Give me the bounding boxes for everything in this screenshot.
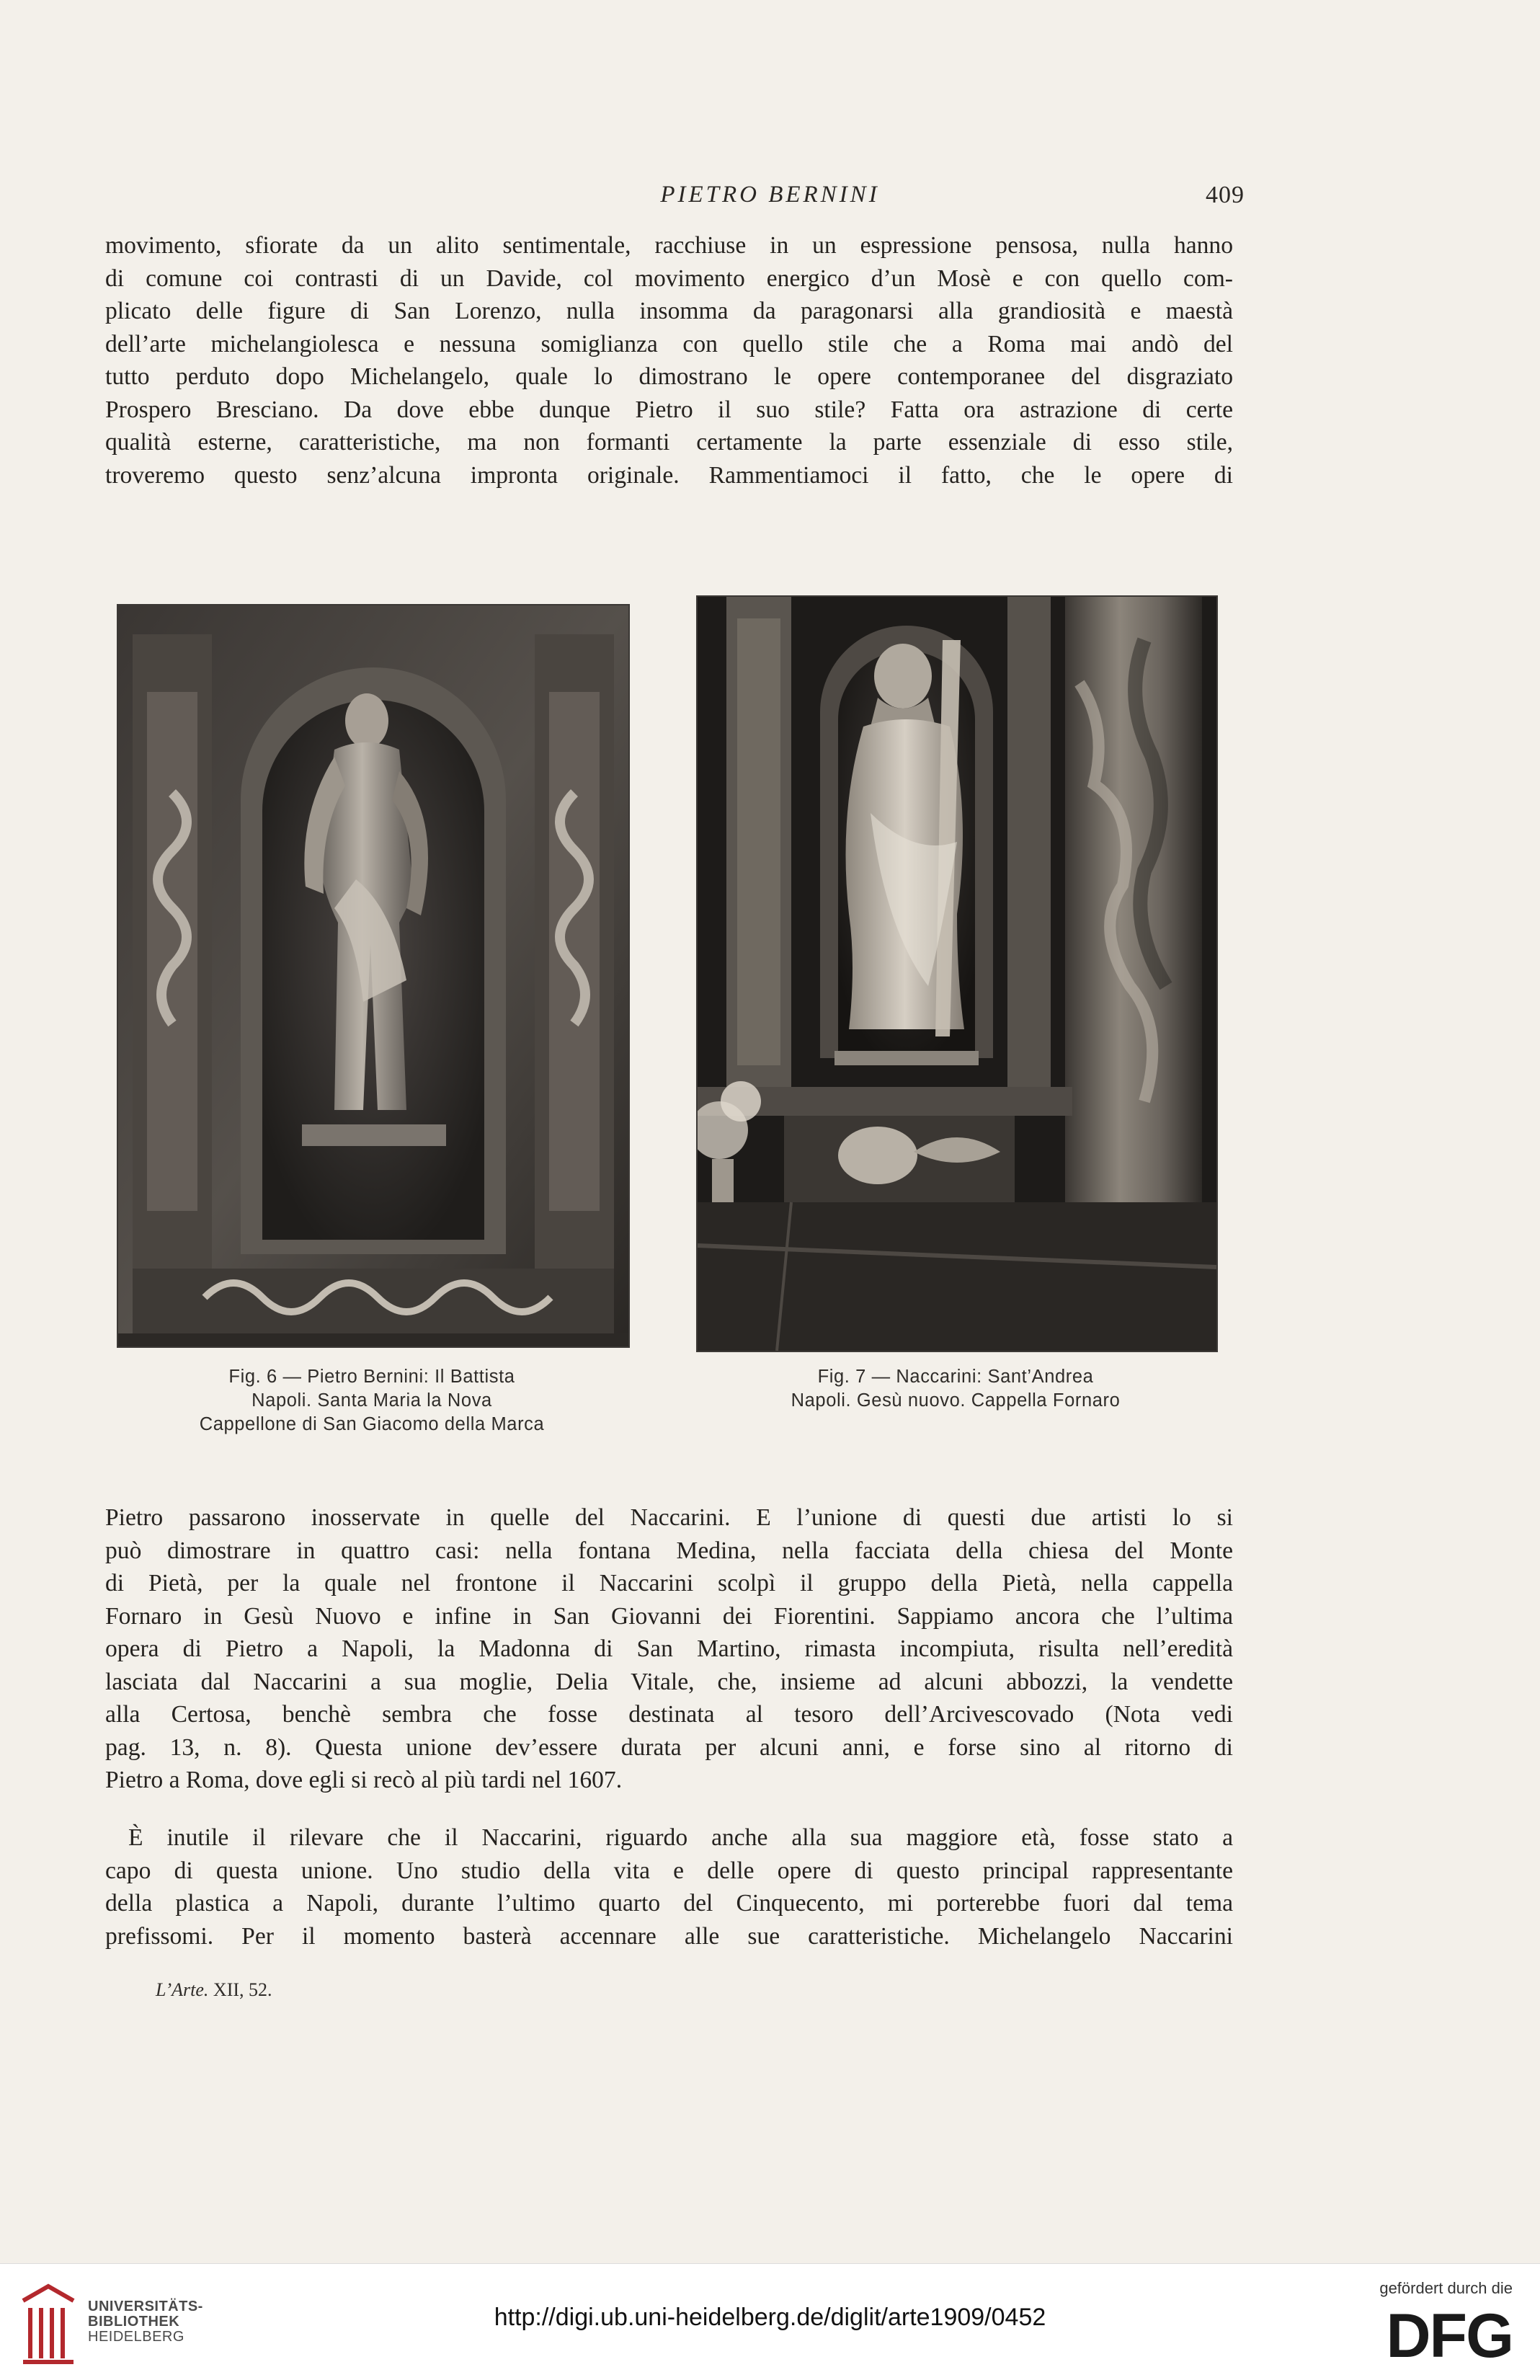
- text-line: plicato delle figure di San Lorenzo, nulla insomma da paragonarsi alla grandiosità e maestà: [105, 298, 1233, 324]
- funding-note: gefördert durch die: [1379, 2279, 1513, 2297]
- caption-line: Fig. 6 — Pietro Bernini: Il Battista: [228, 1367, 515, 1387]
- figure-7-photo: [696, 595, 1218, 1352]
- text-line: della plastica a Napoli, durante l’ultimo quarto del Cinquecento, mi porterebbe fuori dal tema: [105, 1890, 1233, 1917]
- text-line: capo di questa unione. Uno studio della vita e delle opere di questo principal rappresentante: [105, 1857, 1233, 1884]
- text-line: Pietro a Roma, dove egli si recò al più tardi nel 1607.: [105, 1767, 623, 1793]
- text-line: Prospero Bresciano. Da dove ebbe dunque Pietro il suo stile? Fatta ora astrazione di certe: [105, 396, 1233, 423]
- text-line: qualità esterne, caratteristiche, ma non formanti certamente la parte essenziale di esso stile,: [105, 429, 1233, 456]
- text-line: dell’arte michelangiolesca e nessuna somiglianza con quello stile che a Roma mai andò del: [105, 330, 1233, 358]
- text-line: pag. 13, n. 8). Questa unione dev’essere durata per alcuni anni, e forse sino al ritorno di: [105, 1733, 1233, 1761]
- text-line: troveremo questo senz’alcuna impronta originale. Rammentiamoci il fatto, che le opere di: [105, 461, 1233, 489]
- text-line: tutto perduto dopo Michelangelo, quale lo dimostrano le opere contemporanee del disgraziato: [105, 363, 1233, 390]
- caption-line: Fig. 7 — Naccarini: Sant’Andrea: [817, 1367, 1094, 1387]
- page-number: 409: [1206, 182, 1245, 208]
- text-line: alla Certosa, benchè sembra che fosse destinata al tesoro dell’Arcivescovado (Nota vedi: [105, 1701, 1233, 1728]
- statue-battista-illustration: [118, 605, 628, 1346]
- paragraph-3: [105, 1821, 1233, 1953]
- caption-line: Napoli. Gesù nuovo. Cappella Fornaro: [791, 1390, 1121, 1411]
- text-line: prefissomi. Per il momento basterà accennare alle sue caratteristiche. Michelangelo Naccarini: [105, 1922, 1233, 1950]
- text-line: È inutile il rilevare che il Naccarini, riguardo anche alla sua maggiore età, fosse stato a: [128, 1824, 1233, 1851]
- paragraph-1: [105, 229, 1233, 492]
- text-line: Fornaro in Gesù Nuovo e infine in San Giovanni dei Fiorentini. Sappiamo ancora che l’ultima: [105, 1602, 1233, 1630]
- figure-6-photo: [117, 604, 630, 1348]
- running-title: PIETRO BERNINI: [660, 182, 880, 208]
- text-line: Pietro passarono inosservate in quelle del Naccarini. E l’unione di questi due artisti lo si: [105, 1504, 1233, 1531]
- dfg-logo: DFG: [1386, 2301, 1513, 2371]
- text-line: movimento, sfiorate da un alito sentimentale, racchiuse in un espressione pensosa, nulla hanno: [105, 232, 1233, 259]
- journal-signature: [156, 1979, 272, 2001]
- journal-name: L’Arte.: [156, 1979, 209, 2000]
- paragraph-2: [105, 1501, 1233, 1797]
- journal-issue: XII, 52.: [208, 1979, 272, 2000]
- statue-sant-andrea-illustration: [698, 597, 1216, 1351]
- university-library-name: UNIVERSITÄTS- BIBLIOTHEK HEIDELBERG: [88, 2299, 203, 2345]
- figure-7-caption: [696, 1365, 1215, 1413]
- text-line: lasciata dal Naccarini a sua moglie, Delia Vitale, che, insieme ad alcuni abbozzi, la vendette: [105, 1668, 1233, 1695]
- text-line: opera di Pietro a Napoli, la Madonna di San Martino, rimasta incompiuta, risulta nell’eredità: [105, 1635, 1233, 1662]
- figure-6-caption: [117, 1365, 627, 1437]
- caption-line: Napoli. Santa Maria la Nova: [252, 1390, 492, 1411]
- text-line: di Pietà, per la quale nel frontone il Naccarini scolpì il gruppo della Pietà, nella cappella: [105, 1570, 1233, 1597]
- source-url-link[interactable]: http://digi.ub.uni-heidelberg.de/diglit/arte1909/0452: [494, 2304, 1046, 2331]
- text-line: può dimostrare in quattro casi: nella fontana Medina, nella facciata della chiesa del Monte: [105, 1537, 1233, 1564]
- text-line: di comune coi contrasti di un Davide, col movimento energico d’un Mosè e con quello com-: [105, 265, 1233, 292]
- caption-line: Cappellone di San Giacomo della Marca: [199, 1414, 545, 1434]
